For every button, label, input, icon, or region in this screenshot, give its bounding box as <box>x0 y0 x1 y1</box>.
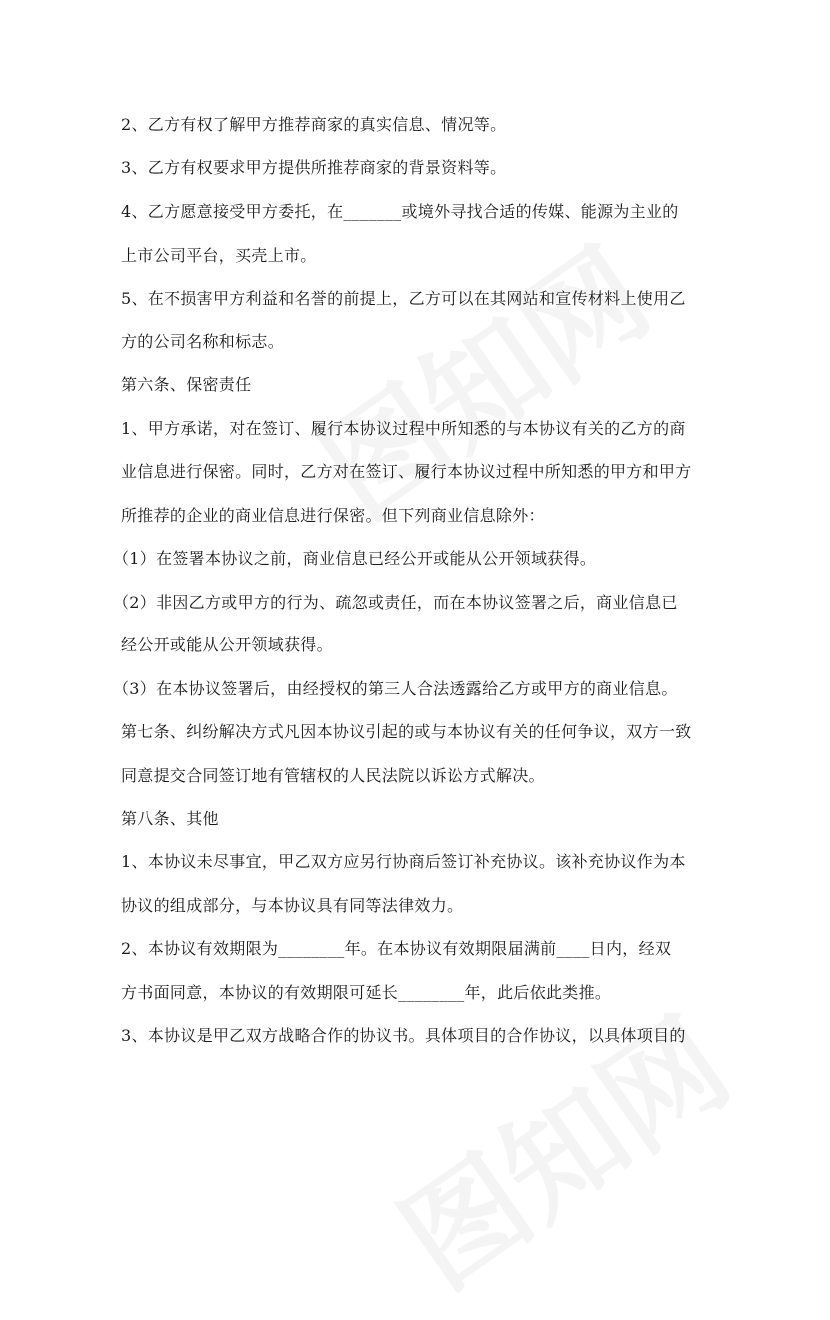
paragraph-line: 业信息进行保密。同时，乙方对在签订、履行本协议过程中所知悉的甲方和甲方 <box>121 462 692 481</box>
watermark <box>283 202 677 549</box>
section-heading: 第六条、保密责任 <box>121 375 252 394</box>
paragraph-line: 1、本协议未尽事宜，甲乙双方应另行协商后签订补充协议。该补充协议作为本 <box>121 852 686 871</box>
paragraph-line: （1）在签署本协议之前，商业信息已经公开或能从公开领域获得。 <box>113 549 597 568</box>
paragraph-line: 3、乙方有权要求甲方提供所推荐商家的背景资料等。 <box>121 158 507 177</box>
paragraph-line: 2、乙方有权了解甲方推荐商家的真实信息、情况等。 <box>121 115 507 134</box>
paragraph-line: 2、本协议有效期限为________年。在本协议有效期限届满前____日内，经双 <box>121 939 672 958</box>
section-heading: 第七条、纠纷解决方式凡因本协议引起的或与本协议有关的任何争议，双方一致 <box>121 722 692 741</box>
paragraph-line: 同意提交合同签订地有管辖权的人民法院以诉讼方式解决。 <box>121 766 545 785</box>
paragraph-line: 3、本协议是甲乙双方战略合作的协议书。具体项目的合作协议，以具体项目的 <box>121 1026 686 1045</box>
paragraph-line: 方书面同意，本协议的有效期限可延长________年，此后依此类推。 <box>121 983 612 1002</box>
paragraph-line: （2）非因乙方或甲方的行为、疏忽或责任，而在本协议签署之后，商业信息已 <box>113 593 678 612</box>
paragraph-line: 经公开或能从公开领域获得。 <box>121 635 333 654</box>
paragraph-line: 协议的组成部分，与本协议具有同等法律效力。 <box>121 896 464 915</box>
paragraph-line: 所推荐的企业的商业信息进行保密。但下列商业信息除外： <box>121 506 545 525</box>
paragraph-line: 上市公司平台，买壳上市。 <box>121 246 317 265</box>
paragraph-line: （3）在本协议签署后，由经授权的第三人合法透露给乙方或甲方的商业信息。 <box>113 679 678 698</box>
section-heading: 第八条、其他 <box>121 809 219 828</box>
paragraph-line: 1、甲方承诺，对在签订、履行本协议过程中所知悉的与本协议有关的乙方的商 <box>121 419 686 438</box>
paragraph-line: 4、乙方愿意接受甲方委托，在_______或境外寻找合适的传媒、能源为主业的 <box>121 202 679 221</box>
paragraph-line: 5、在不损害甲方利益和名誉的前提上，乙方可以在其网站和宣传材料上使用乙 <box>121 289 686 308</box>
paragraph-line: 方的公司名称和标志。 <box>121 332 285 351</box>
